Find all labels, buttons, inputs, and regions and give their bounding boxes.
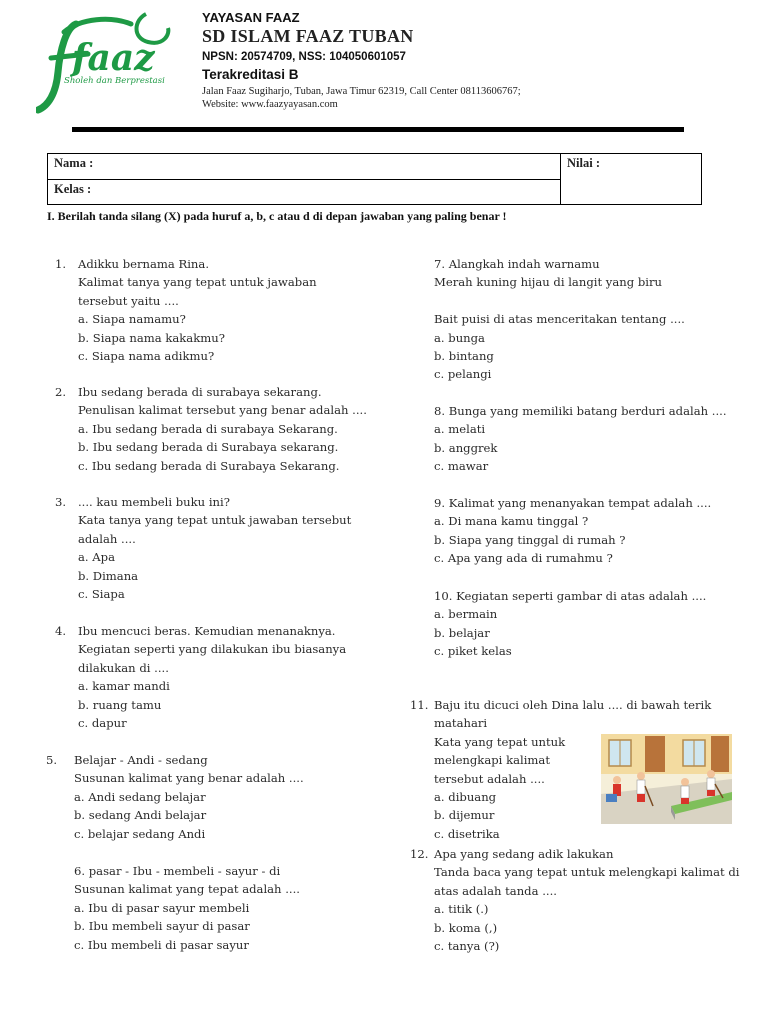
answer-option[interactable]: c. Siapa nama adikmu? <box>78 349 215 364</box>
question-text: Susunan kalimat yang benar adalah .... <box>74 771 304 786</box>
score-field[interactable] <box>561 154 702 205</box>
score-label: Nilai : <box>567 156 600 170</box>
question-9 <box>434 494 711 568</box>
answer-option[interactable]: a. kamar mandi <box>78 679 170 694</box>
answer-option[interactable]: c. dapur <box>78 716 127 731</box>
answer-option[interactable]: c. pelangi <box>434 367 492 382</box>
school-address: Jalan Faaz Sugiharjo, Tuban, Jawa Timur 62319, Call Center 08113606767; <box>202 86 521 97</box>
answer-option[interactable]: c. mawar <box>434 459 489 474</box>
class-label: Kelas : <box>54 182 92 196</box>
question-number: 12. <box>410 847 429 861</box>
question-text: tersebut yaitu .... <box>78 293 179 308</box>
question-8 <box>434 402 727 476</box>
answer-option[interactable]: a. dibuang <box>434 790 497 805</box>
class-field[interactable] <box>48 180 561 205</box>
question-text: Adikku bernama Rina. <box>78 257 210 271</box>
school-name: SD ISLAM FAAZ TUBAN <box>202 26 414 46</box>
logo-wordmark: faaz <box>72 37 155 79</box>
question-number: 11. <box>410 698 429 712</box>
question-text: tersebut adalah .... <box>434 771 545 786</box>
question-number: 4. <box>55 624 67 638</box>
answer-option[interactable]: b. sedang Andi belajar <box>74 808 207 823</box>
question-text: dilakukan di .... <box>78 660 169 675</box>
instructions: I. Berilah tanda silang (X) pada huruf a, b, c atau d di depan jawaban yang paling benar ! <box>47 209 507 223</box>
question-2 <box>55 383 367 475</box>
school-ids: NPSN: 20574709, NSS: 104050601057 <box>202 51 406 63</box>
name-field[interactable] <box>48 154 561 180</box>
accreditation: Terakreditasi B <box>202 67 299 82</box>
header-divider <box>72 127 684 132</box>
question-text: 8. Bunga yang memiliki batang berduri adalah .... <box>434 404 727 418</box>
question-text: Tanda baca yang tepat untuk melengkapi kalimat di <box>434 865 740 880</box>
question-text: Kalimat tanya yang tepat untuk jawaban <box>78 275 317 290</box>
question-text: 6. pasar - Ibu - membeli - sayur - di <box>74 864 281 878</box>
answer-option[interactable]: a. Siapa namamu? <box>78 312 186 327</box>
answer-option[interactable]: c. Ibu membeli di pasar sayur <box>74 937 249 952</box>
answer-option[interactable]: c. Apa yang ada di rumahmu ? <box>434 551 613 566</box>
answer-option[interactable]: b. bintang <box>434 349 494 364</box>
answer-option[interactable]: c. Siapa <box>78 587 125 602</box>
school-logo <box>36 10 176 120</box>
answer-option[interactable]: b. Dimana <box>78 568 139 583</box>
answer-option[interactable]: c. tanya (?) <box>434 939 500 954</box>
school-website: Website: www.faazyayasan.com <box>202 99 338 110</box>
question-text: adalah .... <box>78 531 136 546</box>
class-picket-illustration <box>601 734 732 824</box>
question-text: Ibu sedang berada di surabaya sekarang. <box>78 385 322 399</box>
answer-option[interactable]: c. Ibu sedang berada di Surabaya Sekarang. <box>78 458 340 473</box>
question-text: Kata yang tepat untuk <box>434 734 566 749</box>
question-number: 1. <box>55 257 67 271</box>
answer-option[interactable]: c. disetrika <box>434 826 500 841</box>
foundation-name: YAYASAN FAAZ <box>202 10 300 25</box>
question-text: Susunan kalimat yang tepat adalah .... <box>74 882 300 897</box>
question-text: matahari <box>434 716 488 731</box>
question-text: Kata tanya yang tepat untuk jawaban tersebut <box>78 513 352 528</box>
answer-option[interactable]: b. Siapa nama kakakmu? <box>78 330 225 345</box>
answer-option[interactable]: b. anggrek <box>434 440 498 455</box>
answer-option[interactable]: a. melati <box>434 422 486 437</box>
question-number: 5. <box>46 753 58 767</box>
answer-option[interactable]: a. titik (.) <box>434 902 489 917</box>
question-10 <box>434 587 706 661</box>
logo-tagline: Sholeh dan Berprestasi <box>64 76 165 86</box>
answer-option[interactable]: c. piket kelas <box>434 644 512 659</box>
question-text: atas adalah tanda .... <box>434 883 557 898</box>
name-label: Nama : <box>54 156 94 170</box>
question-7 <box>434 255 685 384</box>
question-text: 10. Kegiatan seperti gambar di atas adalah .... <box>434 589 707 603</box>
question-text: Penulisan kalimat tersebut yang benar adalah .... <box>78 403 367 418</box>
answer-option[interactable]: a. Ibu di pasar sayur membeli <box>74 900 250 915</box>
question-5 <box>46 751 304 843</box>
question-12 <box>410 845 740 955</box>
question-text: 9. Kalimat yang menanyakan tempat adalah .... <box>434 496 712 510</box>
question-text: Bait puisi di atas menceritakan tentang .... <box>434 312 685 327</box>
question-text: Kegiatan seperti yang dilakukan ibu biasanya <box>78 642 347 657</box>
answer-option[interactable]: a. Andi sedang belajar <box>74 789 206 804</box>
question-4 <box>55 622 347 732</box>
answer-option[interactable]: b. koma (,) <box>434 920 498 935</box>
answer-option[interactable]: a. bermain <box>434 607 498 622</box>
question-3 <box>55 493 352 603</box>
answer-option[interactable]: b. dijemur <box>434 808 495 823</box>
answer-option[interactable]: b. Siapa yang tinggal di rumah ? <box>434 532 626 547</box>
answer-option[interactable]: a. Apa <box>78 550 115 565</box>
question-text: melengkapi kalimat <box>434 753 550 768</box>
answer-option[interactable]: c. belajar sedang Andi <box>74 826 206 841</box>
question-text: 7. Alangkah indah warnamu <box>434 257 600 271</box>
answer-option[interactable]: b. Ibu membeli sayur di pasar <box>74 919 250 934</box>
answer-option[interactable]: a. bunga <box>434 330 485 345</box>
student-info-table <box>47 153 702 205</box>
question-text: Ibu mencuci beras. Kemudian menanaknya. <box>78 624 336 638</box>
answer-option[interactable]: b. ruang tamu <box>78 697 162 712</box>
answer-option[interactable]: a. Ibu sedang berada di surabaya Sekarang. <box>78 421 338 436</box>
question-6 <box>74 862 300 954</box>
blank-line <box>434 292 685 310</box>
question-text: Merah kuning hijau di langit yang biru <box>434 275 662 290</box>
question-1 <box>55 255 317 365</box>
question-number: 2. <box>55 385 67 399</box>
question-text: Belajar - Andi - sedang <box>74 753 208 767</box>
answer-option[interactable]: b. belajar <box>434 625 490 640</box>
question-number: 3. <box>55 495 67 509</box>
question-text: .... kau membeli buku ini? <box>78 495 230 509</box>
question-text: Baju itu dicuci oleh Dina lalu .... di bawah terik <box>434 698 712 712</box>
question-text: Apa yang sedang adik lakukan <box>434 847 614 861</box>
answer-option[interactable]: a. Di mana kamu tinggal ? <box>434 514 589 529</box>
answer-option[interactable]: b. Ibu sedang berada di Surabaya sekarang. <box>78 440 339 455</box>
